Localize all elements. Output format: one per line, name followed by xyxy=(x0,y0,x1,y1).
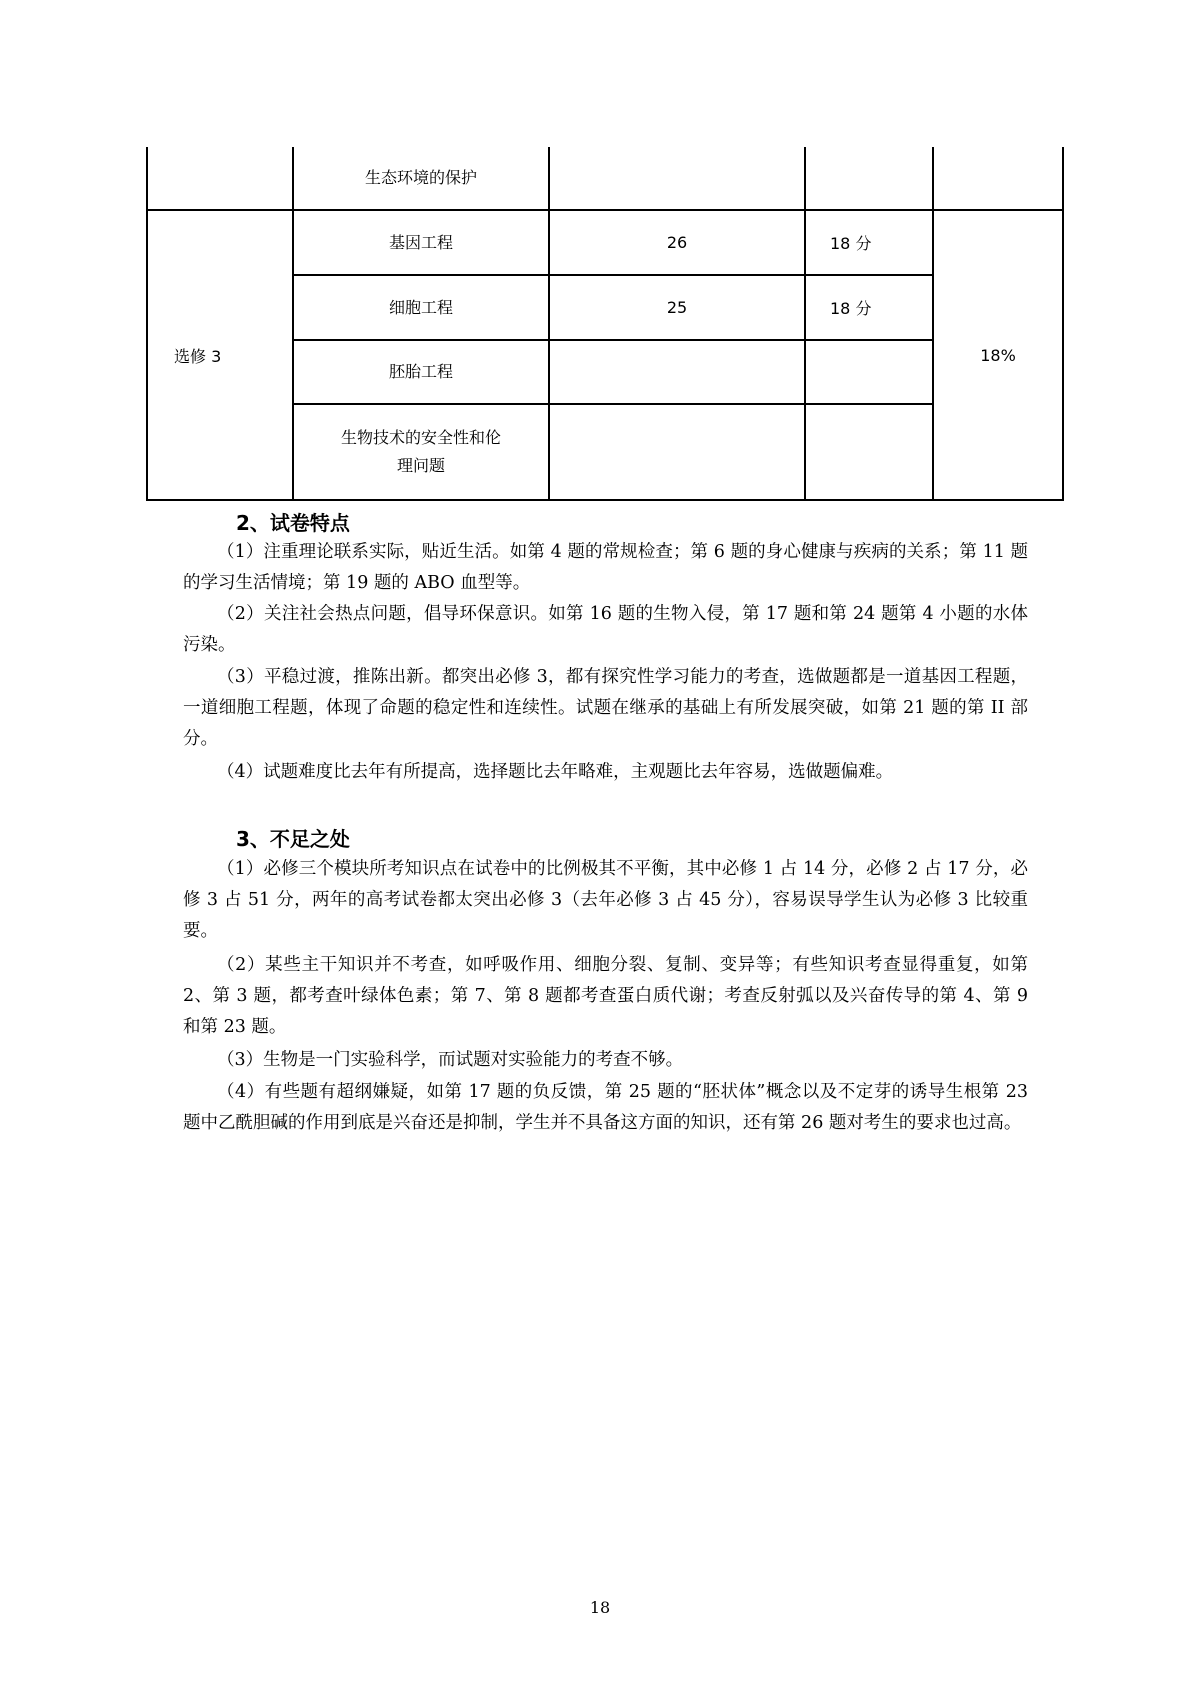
paragraph: （3）平稳过渡，推陈出新。都突出必修 3，都有探究性学习能力的考查，选做题都是一道基因工程题，一道细胞工程题，体现了命题的稳定性和连续性。试题在继承的基础上有所发展突破，如第 21 题的第 II 部分。 xyxy=(183,667,1028,749)
number-cell: 26 xyxy=(549,210,805,275)
number-cell xyxy=(549,147,805,210)
topic-line: 理问题 xyxy=(396,456,445,475)
topic-line: 生物技术的安全性和伦 xyxy=(340,428,501,447)
paragraph: （1）必修三个模块所考知识点在试卷中的比例极其不平衡，其中必修 1 占 14 分，必修 2 占 17 分，必修 3 占 51 分，两年的高考试卷都太突出必修 3（去年必修 3 占 45 分），容易误导学生认为必修 3 比较重要。 xyxy=(183,859,1028,941)
topic-cell: 基因工程 xyxy=(293,210,549,275)
topic-cell xyxy=(293,404,549,500)
section-heading-features: 2、试卷特点 xyxy=(236,511,350,535)
topic-cell: 生态环境的保护 xyxy=(293,147,549,210)
percent-cell xyxy=(933,147,1063,210)
number-cell xyxy=(549,404,805,500)
score-distribution-table xyxy=(146,147,1064,501)
points-cell xyxy=(805,404,933,500)
table-row xyxy=(147,210,1063,275)
points-cell xyxy=(805,340,933,404)
topic-cell: 细胞工程 xyxy=(293,275,549,340)
subject-cell xyxy=(147,147,293,210)
table-row xyxy=(147,147,1063,210)
points-cell: 18 分 xyxy=(805,275,933,340)
paragraph: （4）有些题有超纲嫌疑，如第 17 题的负反馈，第 25 题的“胚状体”概念以及不定芽的诱导生根第 23 题中乙酰胆碱的作用到底是兴奋还是抑制，学生并不具备这方面的知识，还有第 26 题对考生的要求也过高。 xyxy=(183,1082,1028,1133)
paragraph: （4）试题难度比去年有所提高，选择题比去年略难，主观题比去年容易，选做题偏难。 xyxy=(217,762,894,782)
topic-cell: 胚胎工程 xyxy=(293,340,549,404)
paragraph: （2）关注社会热点问题，倡导环保意识。如第 16 题的生物入侵，第 17 题和第 24 题第 4 小题的水体污染。 xyxy=(183,604,1028,655)
points-cell: 18 分 xyxy=(805,210,933,275)
group-percent-cell: 18% xyxy=(933,210,1063,500)
points-cell xyxy=(805,147,933,210)
paragraph: （1）注重理论联系实际，贴近生活。如第 4 题的常规检查；第 6 题的身心健康与疾病的关系；第 11 题的学习生活情境；第 19 题的 ABO 血型等。 xyxy=(183,542,1028,593)
number-cell xyxy=(549,340,805,404)
section-heading-shortcomings: 3、不足之处 xyxy=(236,827,350,851)
paragraph: （2）某些主干知识并不考查，如呼吸作用、细胞分裂、复制、变异等；有些知识考查显得重复，如第 2、第 3 题，都考查叶绿体色素；第 7、第 8 题都考查蛋白质代谢；考查反射弧以及兴奋传导的第 4、第 9 和第 23 题。 xyxy=(183,955,1028,1037)
paragraph: （3）生物是一门实验科学，而试题对实验能力的考查不够。 xyxy=(217,1050,684,1070)
page-number: 18 xyxy=(589,1598,611,1617)
number-cell: 25 xyxy=(549,275,805,340)
group-label-cell: 选修 3 xyxy=(147,210,293,500)
